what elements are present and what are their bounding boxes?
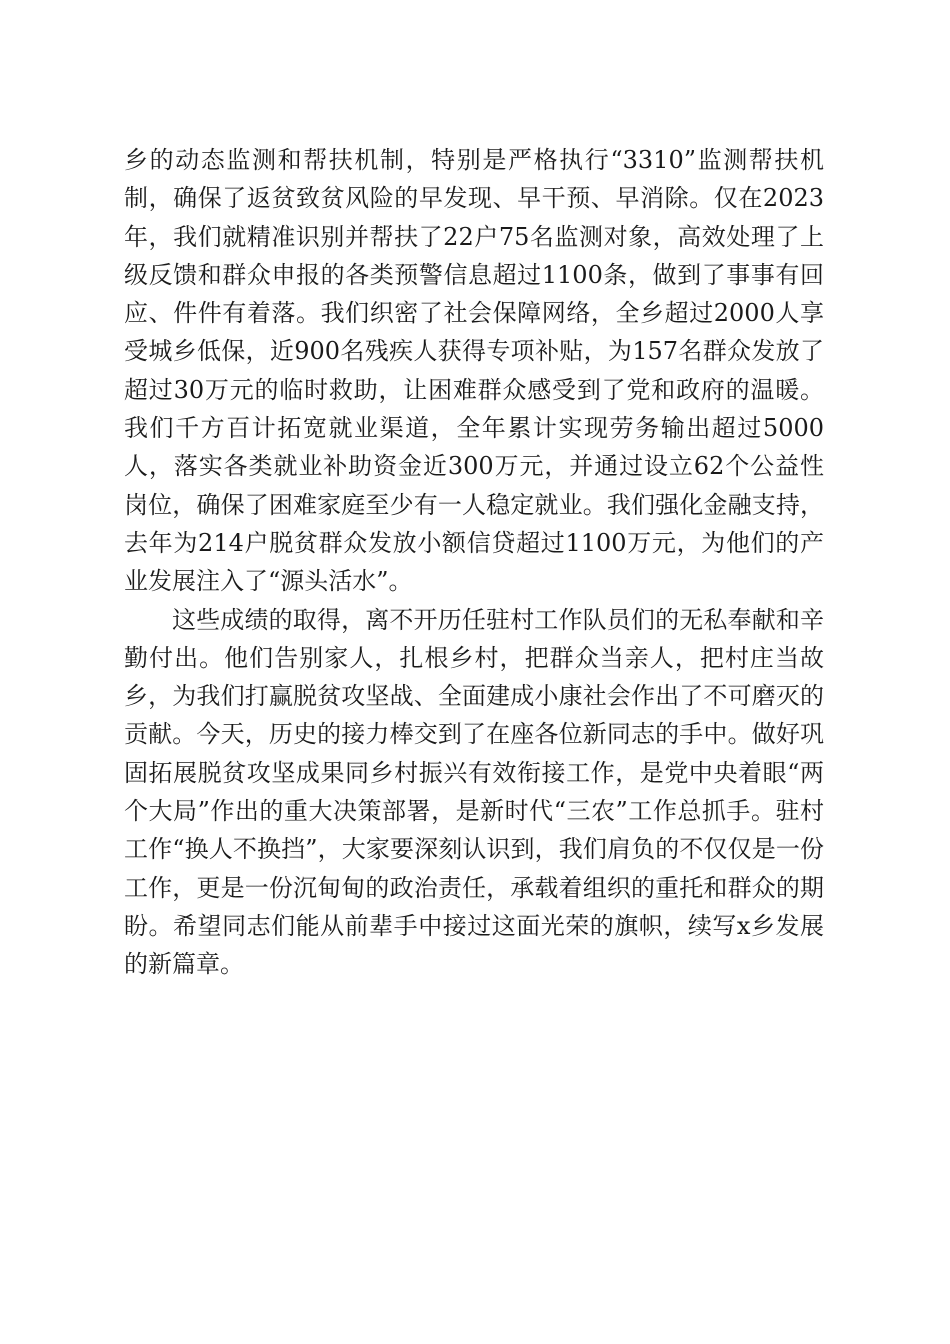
document-body (124, 141, 824, 984)
paragraph-1: 乡的动态监测和帮扶机制，特别是严格执行“3310”监测帮扶机制，确保了返贫致贫风险的早发现、早干预、早消除。仅在2023年，我们就精准识别并帮扶了22户75名监测对象，高效处理了上级反馈和群众申报的各类预警信息超过1100条，做到了事事有回应、件件有着落。我们织密了社会保障网络，全乡超过2000人享受城乡低保，近900名残疾人获得专项补贴，为157名群众发放了超过30万元的临时救助，让困难群众感受到了党和政府的温暖。我们千方百计拓宽就业渠道，全年累计实现劳务输出超过5000人，落实各类就业补助资金近300万元，并通过设立62个公益性岗位，确保了困难家庭至少有一人稳定就业。我们强化金融支持，去年为214户脱贫群众发放小额信贷超过1100万元，为他们的产业发展注入了“源头活水”。 (124, 146, 824, 596)
paragraph-2: 这些成绩的取得，离不开历任驻村工作队员们的无私奉献和辛勤付出。他们告别家人，扎根乡村，把群众当亲人，把村庄当故乡，为我们打赢脱贫攻坚战、全面建成小康社会作出了不可磨灭的贡献。今天，历史的接力棒交到了在座各位新同志的手中。做好巩固拓展脱贫攻坚成果同乡村振兴有效衔接工作，是党中央着眼“两个大局”作出的重大决策部署，是新时代“三农”工作总抓手。驻村工作“换人不换挡”，大家要深刻认识到，我们肩负的不仅仅是一份工作，更是一份沉甸甸的政治责任，承载着组织的重托和群众的期盼。希望同志们能从前辈手中接过这面光荣的旗帜，续写x乡发展的新篇章。 (124, 605, 824, 979)
